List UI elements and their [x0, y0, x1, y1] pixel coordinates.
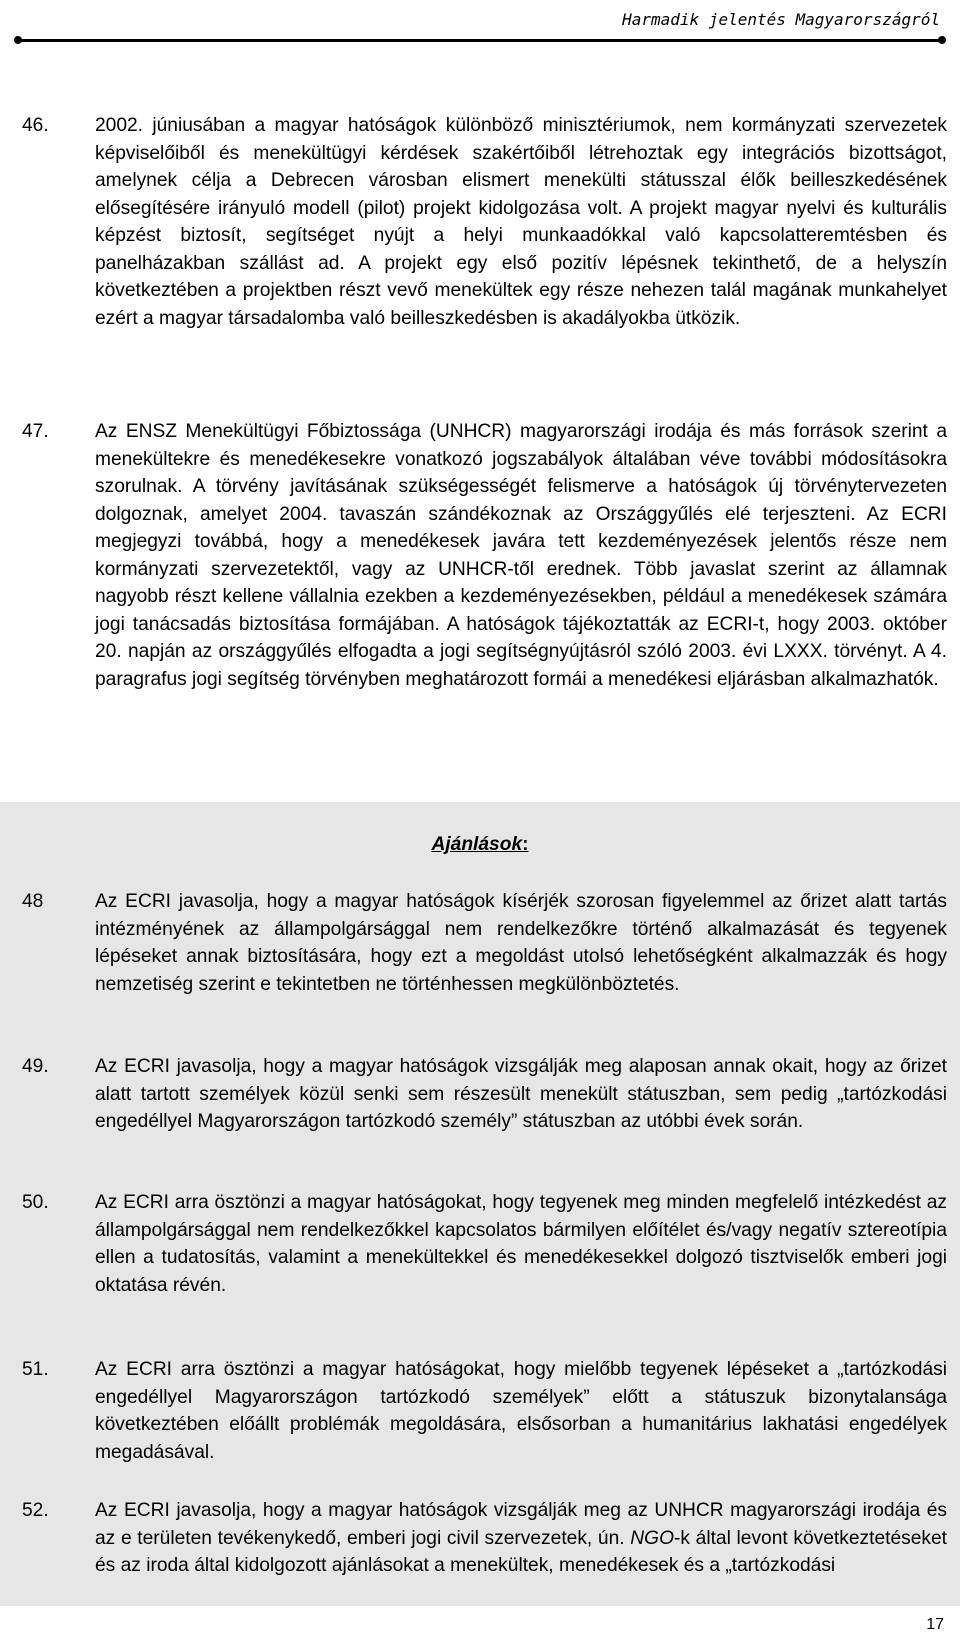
page-number: 17 — [926, 1616, 944, 1633]
recommendation-number: 51. — [22, 1359, 49, 1380]
header-rule — [18, 39, 942, 42]
paragraph-46 — [22, 112, 947, 332]
recommendation-number: 49. — [22, 1056, 49, 1077]
running-header: Harmadik jelentés Magyarországról — [622, 10, 940, 29]
recommendation-51 — [22, 1356, 947, 1466]
ngo-abbreviation: NGO — [630, 1527, 674, 1549]
recommendation-text: Az ECRI javasolja, hogy a magyar hatóságok vizsgálják meg alaposan annak okait, hogy az őrizet alatt tartott személyek közül senki sem részesült menekült státuszban, sem pedig „tartózkodási engedéllyel Magyarországon tartózkodó személy” státuszban az utóbbi évek során. — [95, 1056, 947, 1132]
paragraph-47 — [22, 418, 947, 693]
recommendation-number: 52. — [22, 1500, 49, 1521]
recommendation-text — [95, 1497, 947, 1580]
recommendation-text: Az ECRI javasolja, hogy a magyar hatóságok kísérjék szorosan figyelemmel az őrizet alatt tartás intézményének az állampolgársággal nem rendelkezőkre történő alkalmazását és tegyenek lépéseket annak biztosítására, hogy ezt a megoldást utolsó lehetőségként alkalmazzák és hogy nemzetiség szerint e tekintetben ne történhessen megkülönböztetés. — [95, 891, 947, 995]
paragraph-number: 47. — [22, 421, 49, 442]
recommendation-text: Az ECRI arra ösztönzi a magyar hatóságokat, hogy mielőbb tegyenek lépéseket a „tartózkodási engedéllyel Magyarországon tartózkodó személyek” előtt a státuszuk bizonytalansága következtében előállt problémák megoldására, elsősorban a humanitárius lakhatási engedélyek megadásával. — [95, 1359, 947, 1463]
paragraph-number: 46. — [22, 115, 49, 136]
recommendation-text-part: -k által levont következtetéseket és az iroda által kidolgozott ajánlásokat a menekültek, menedékesek és a „tartózkodási — [95, 1527, 947, 1576]
recommendation-52 — [22, 1497, 947, 1580]
paragraph-text: 2002. júniusában a magyar hatóságok különböző minisztériumok, nem kormányzati szervezetek képviselőiből és menekültügyi kérdések szakértőiből létrehoztak egy integrációs bizottságot, amelynek célja a Debrecen városban elismert menekülti státusszal élők beilleszkedésének elősegítésére irányuló modell (pilot) projekt kidolgozása volt. A projekt magyar nyelvi és kulturális képzést biztosít, segítséget nyújt a helyi munkaadókkal való kapcsolatteremtésben és panelházakban szállást ad. A projekt egy első pozitív lépésnek tekinthető, de a helyszín következtében a projektben részt vevő menekültek egy része nehezen talál magának munkahelyet ezért a magyar társadalomba való beilleszkedésben is akadályokba ütközik. — [95, 115, 947, 329]
paragraph-text: Az ENSZ Menekültügyi Főbiztossága (UNHCR) magyarországi irodája és más források szerint a menekültekre és menedékesekre vonatkozó jogszabályok általában véve további módosításokra szorulnak. A törvény javításának szükségességét felismerve a hatóságok új törvénytervezeten dolgoznak, amelyet 2004. tavaszán szándékoznak az Országgyűlés elé terjeszteni. Az ECRI megjegyzi továbbá, hogy a menedékesek javára tett kezdeményezések jelentős része nem kormányzati szervezetektől, vagy az UNHCR-től erednek. Több javaslat szerint az államnak nagyobb részt kellene vállalnia ezekben a kezdeményezésekben, például a menedékesek számára jogi tanácsadás biztosítása formájában. A hatóságok tájékoztatták az ECRI-t, hogy 2003. október 20. napján az országgyűlés elfogadta a jogi segítségnyújtásról szóló 2003. évi LXXX. törvényt. A 4. paragrafus jogi segítség törvényben meghatározott formái a menedékesi eljárásban alkalmazhatók. — [95, 421, 947, 690]
recommendation-number: 48 — [22, 891, 44, 912]
recommendations-title — [0, 834, 960, 856]
recommendation-50 — [22, 1189, 947, 1299]
recommendation-48 — [22, 888, 947, 998]
recommendations-title-text: Ajánlások — [431, 834, 523, 855]
recommendation-text-part: Az ECRI javasolja, hogy a magyar hatóságok vizsgálják meg az UNHCR magyarországi irodája és az e területen tevékenykedő, emberi jogi civil szervezetek, ún. — [95, 1500, 947, 1549]
recommendation-number: 50. — [22, 1192, 49, 1213]
recommendations-title-colon: : — [522, 834, 529, 855]
recommendation-text: Az ECRI arra ösztönzi a magyar hatóságokat, hogy tegyenek meg minden megfelelő intézkedést az állampolgársággal nem rendelkezőkkel kapcsolatos bármilyen előítélet és/vagy negatív sztereotípia ellen a tudatosítás, valamint a menekültekkel és menedékesekkel dolgozó tisztviselők emberi jogi oktatása révén. — [95, 1192, 947, 1296]
recommendation-49 — [22, 1053, 947, 1136]
